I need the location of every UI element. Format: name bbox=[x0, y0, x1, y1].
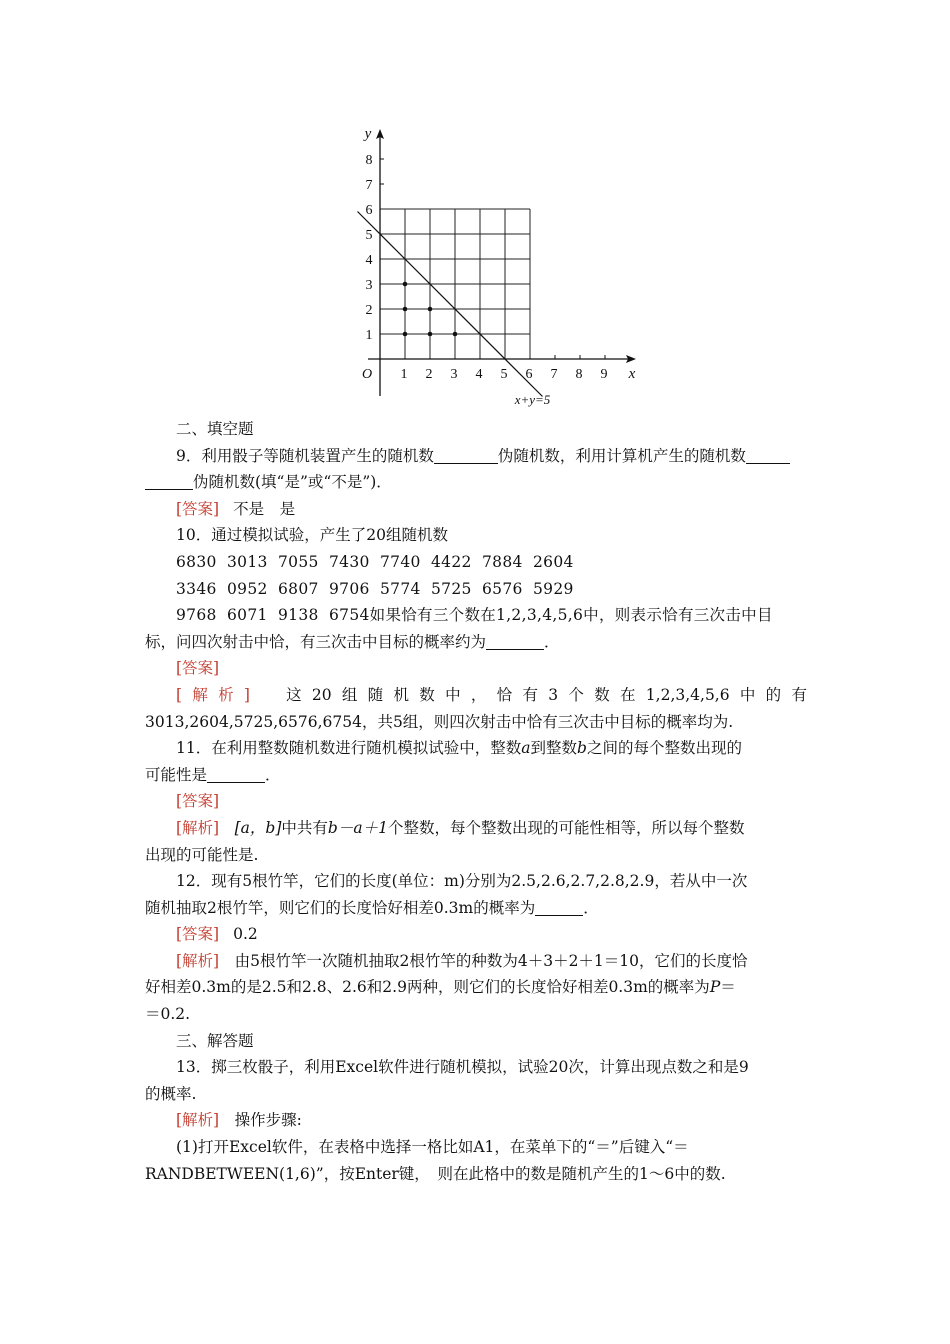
y-tick-label: 5 bbox=[365, 228, 373, 243]
answer-blank bbox=[486, 633, 544, 650]
analysis-tag: [解析] bbox=[176, 951, 220, 970]
y-axis-label: y bbox=[364, 126, 372, 142]
answer-tag: [答案] bbox=[176, 499, 220, 518]
y-tick-label: 4 bbox=[365, 253, 373, 268]
x-tick-label: 9 bbox=[600, 367, 608, 382]
y-tick-label: 2 bbox=[365, 303, 373, 318]
x-tick-label: 4 bbox=[475, 367, 483, 382]
question-12-answer: [答案] 0.2 bbox=[176, 925, 258, 944]
question-13-step-1: (1)打开Excel软件，在表格中选择一格比如A1，在菜单下的“＝”后键入“＝ bbox=[176, 1138, 689, 1157]
question-10-analysis: [解析] 这20组随机数中，恰有3个数在1,2,3,4,5,6中的有 bbox=[176, 685, 807, 704]
answer-tag: [答案] bbox=[176, 925, 220, 944]
lattice-point bbox=[403, 282, 408, 287]
y-tick-label: 6 bbox=[365, 203, 373, 218]
lattice-point bbox=[453, 332, 458, 337]
section-title-answer: 三、解答题 bbox=[176, 1031, 254, 1050]
y-tick-label: 3 bbox=[365, 278, 373, 293]
origin-label: O bbox=[361, 367, 373, 382]
question-10-analysis-cont: 3013,2604,5725,6576,6754，共5组，则四次射击中恰有三次击中目标的概率均为. bbox=[145, 712, 734, 731]
question-9-answer: [答案] 不是 是 bbox=[176, 499, 296, 518]
question-13-analysis: [解析] 操作步骤: bbox=[176, 1111, 302, 1130]
x-tick-label: 7 bbox=[550, 367, 558, 382]
question-11-answer bbox=[145, 788, 807, 815]
x-tick-label: 2 bbox=[425, 367, 433, 382]
question-11: 11．在利用整数随机数进行随机模拟试验中，整数a到整数b之间的每个整数出现的 bbox=[176, 739, 742, 758]
answer-tag: [答案] bbox=[176, 659, 220, 678]
question-12-analysis: [解析] 由5根竹竿一次随机抽取2根竹竿的种数为4＋3＋2＋1＝10，它们的长度恰 bbox=[176, 951, 748, 970]
x-tick-label: 8 bbox=[575, 367, 583, 382]
random-number-row-3: 9768 6071 9138 6754如果恰有三个数在1,2,3,4,5,6中，则表示恰有三次击中目 bbox=[176, 606, 773, 625]
random-number-row-1: 6830 3013 7055 7430 7740 4422 7884 2604 bbox=[176, 552, 574, 571]
answer-blank bbox=[535, 899, 583, 916]
answer-blank bbox=[434, 447, 498, 464]
question-10: 10．通过模拟试验，产生了20组随机数 bbox=[176, 526, 448, 545]
question-13: 13．掷三枚骰子，利用Excel软件进行随机模拟，试验20次，计算出现点数之和是9 bbox=[176, 1058, 749, 1077]
section-title-fill-in: 二、填空题 bbox=[176, 420, 254, 438]
answer-blank bbox=[145, 473, 193, 490]
question-11-cont: 可能性是 ． bbox=[145, 765, 281, 784]
answer-blank bbox=[207, 766, 265, 783]
question-13-step-1-cont: RANDBETWEEN(1,6)”，按Enter键， 则在此格中的数是随机产生的1～6中的数. bbox=[145, 1164, 726, 1183]
question-13-cont: 的概率. bbox=[145, 1084, 197, 1103]
analysis-tag: [解析] bbox=[176, 685, 250, 704]
question-9-cont: 伪随机数(填“是”或“不是”)． bbox=[145, 469, 807, 496]
x-tick-label: 3 bbox=[450, 367, 458, 382]
question-12-cont: 随机抽取2根竹竿，则它们的长度恰好相差0.3m的概率为 ． bbox=[145, 898, 599, 917]
y-tick-label: 7 bbox=[365, 178, 373, 193]
analysis-tag: [解析] bbox=[176, 818, 220, 837]
lattice-point bbox=[403, 307, 408, 312]
question-9: 9．利用骰子等随机装置产生的随机数 伪随机数，利用计算机产生的随机数 bbox=[145, 443, 807, 470]
question-12: 12．现有5根竹竿，它们的长度(单位：m)分别为2.5,2.6,2.7,2.8,2.9，若从中一次 bbox=[176, 872, 748, 891]
x-tick-label: 5 bbox=[500, 367, 508, 382]
x-tick-label: 1 bbox=[400, 367, 408, 382]
lattice-point bbox=[403, 332, 408, 337]
x-axis-label: x bbox=[628, 366, 636, 382]
question-10-answer bbox=[145, 655, 807, 682]
lattice-point bbox=[428, 307, 433, 312]
question-12-analysis-end: ＝0.2. bbox=[145, 1005, 191, 1024]
x-tick-label: 6 bbox=[525, 367, 533, 382]
lattice-point bbox=[428, 332, 433, 337]
line-equation-label: x+y=5 bbox=[514, 392, 551, 407]
analysis-tag: [解析] bbox=[176, 1111, 220, 1130]
document-body bbox=[145, 416, 807, 1187]
coordinate-graph bbox=[340, 120, 650, 410]
question-12-analysis-cont: 好相差0.3m的是2.5和2.8、2.6和2.9两种，则它们的长度恰好相差0.3m的概率为P＝ bbox=[145, 978, 736, 997]
question-11-analysis-cont: 出现的可能性是. bbox=[145, 845, 259, 864]
question-11-analysis: [解析] [a，b]中共有b－a＋1个整数，每个整数出现的可能性相等，所以每个整数 bbox=[176, 818, 745, 837]
answer-blank bbox=[746, 447, 790, 464]
y-tick-label: 8 bbox=[365, 153, 373, 168]
answer-tag: [答案] bbox=[176, 792, 220, 811]
y-tick-label: 1 bbox=[365, 328, 373, 343]
random-number-row-2: 3346 0952 6807 9706 5774 5725 6576 5929 bbox=[176, 579, 574, 598]
question-10-cont: 标，问四次射击中恰，有三次击中目标的概率约为 ． bbox=[145, 632, 560, 651]
